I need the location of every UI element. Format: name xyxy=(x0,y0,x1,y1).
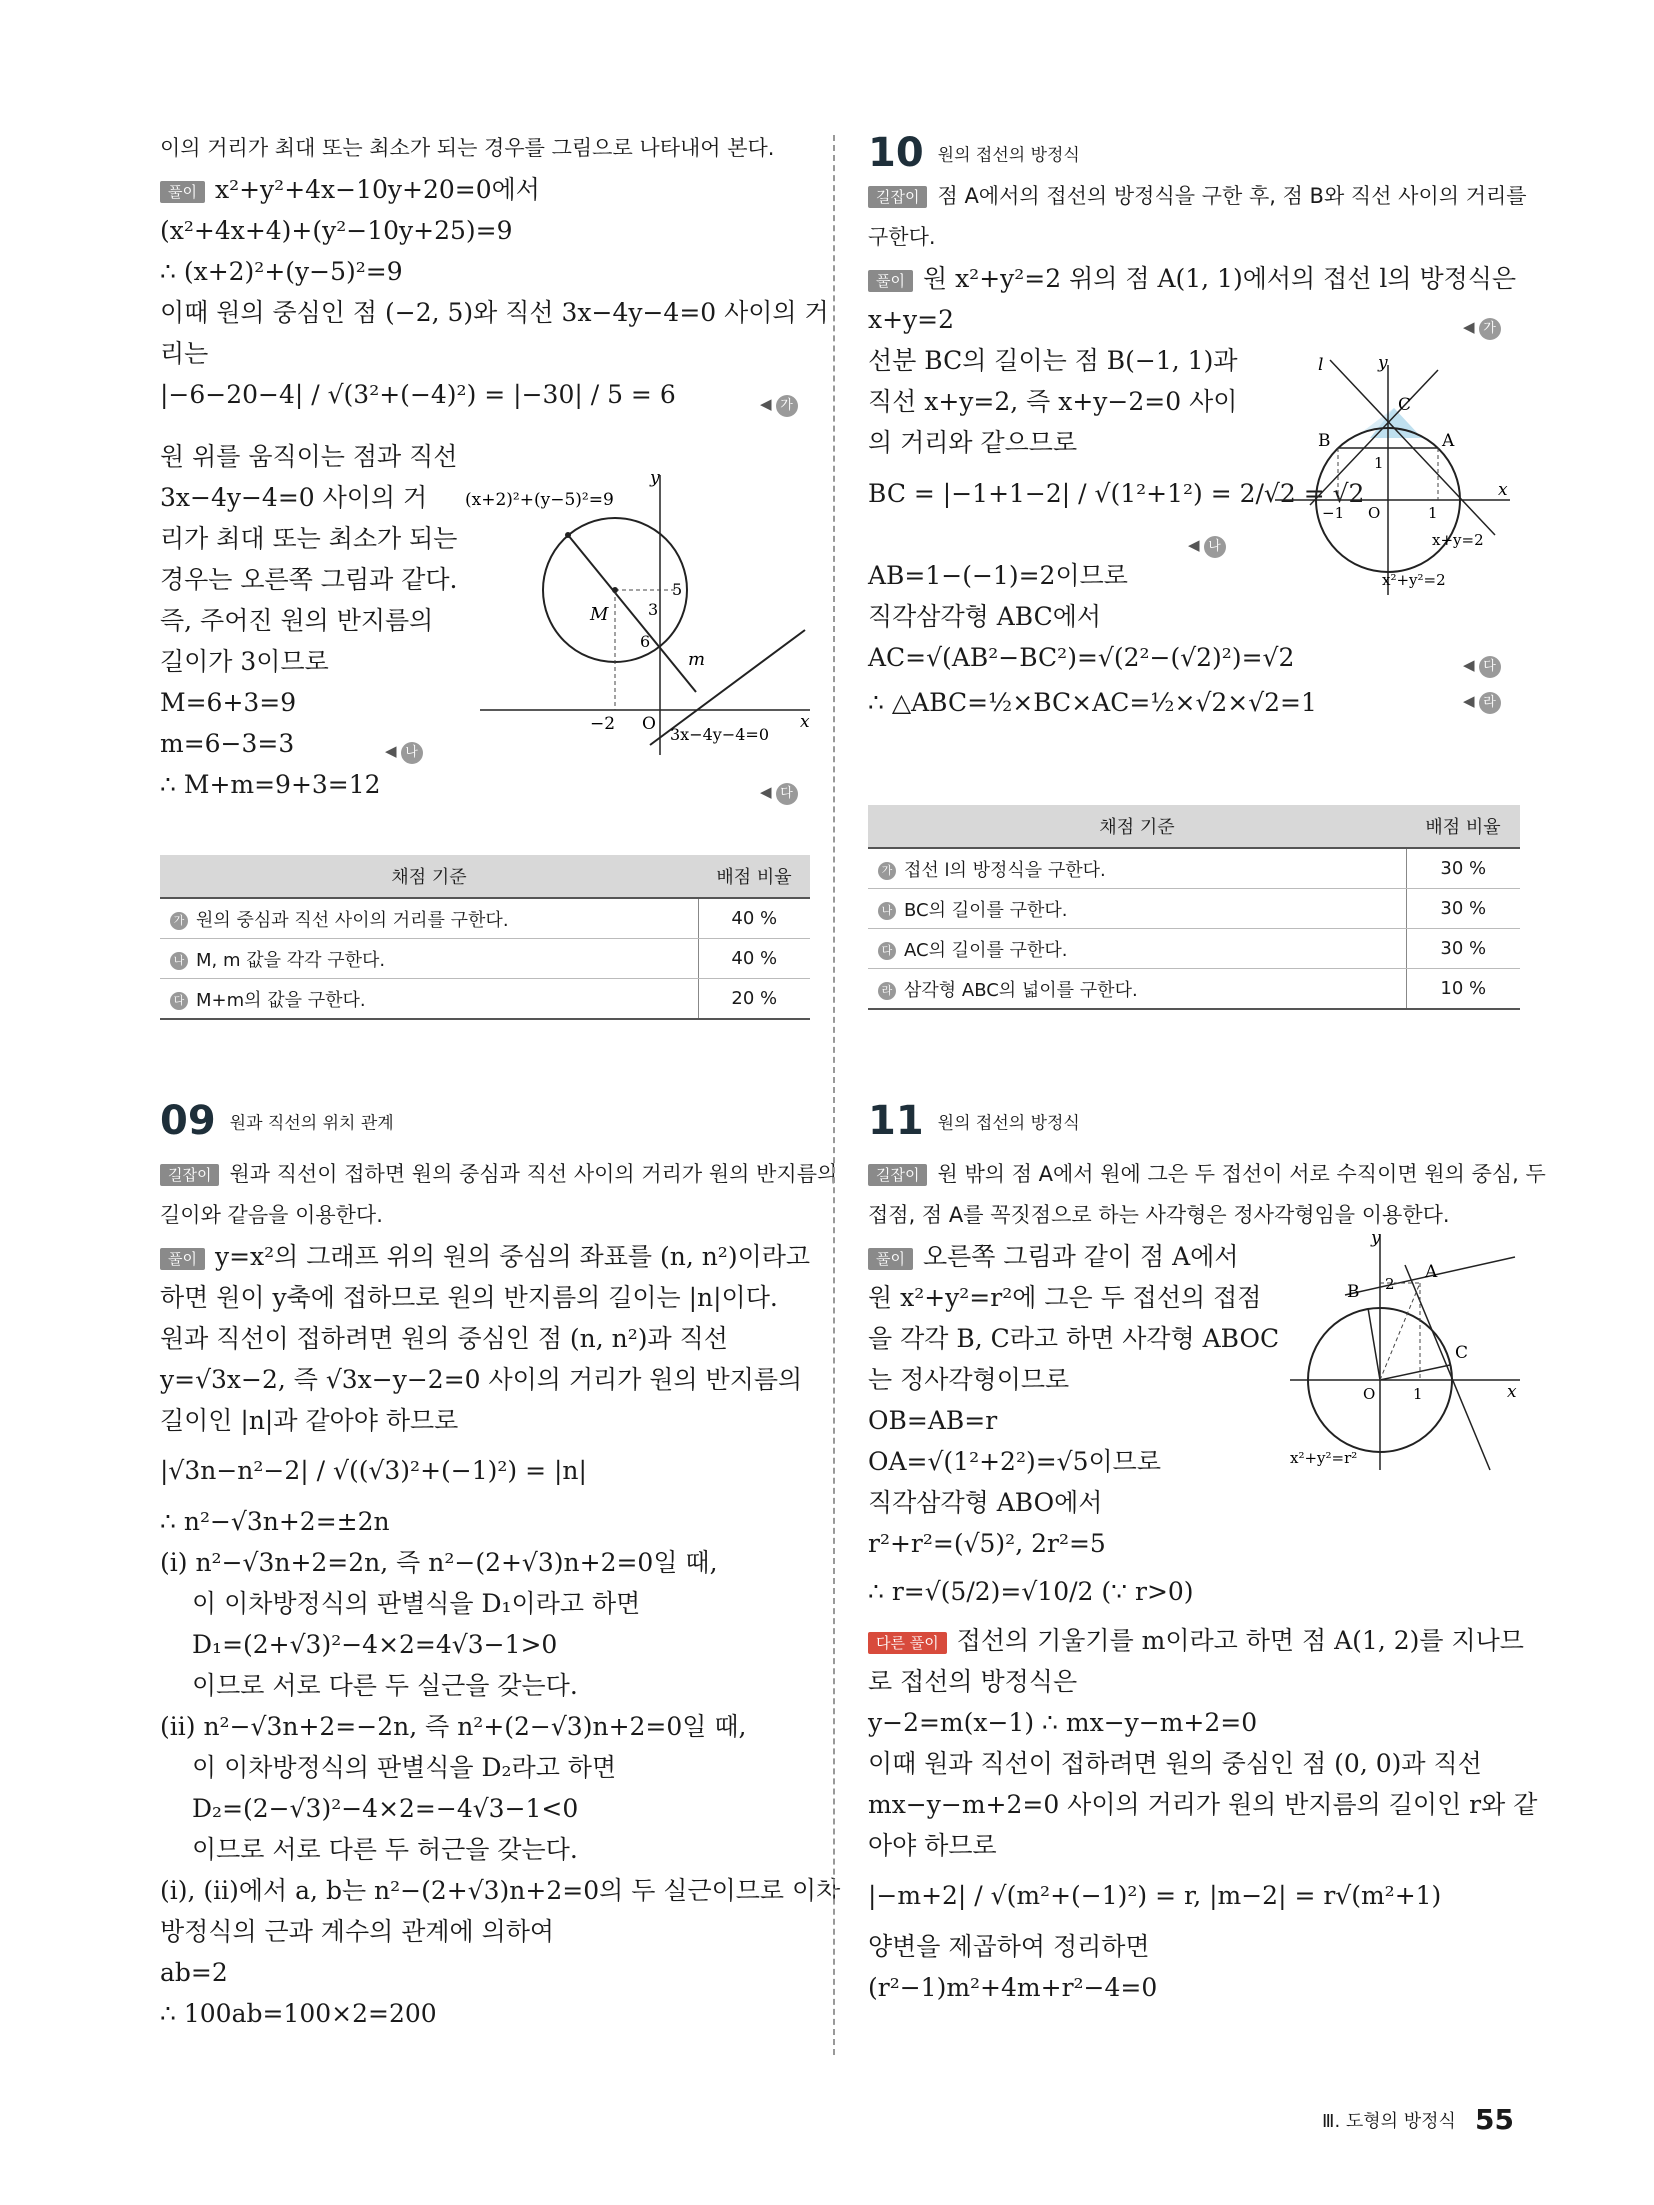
point-b-label: B xyxy=(1347,1282,1360,1302)
mark-da: ◀ 다 xyxy=(760,772,798,813)
text-line: 오른쪽 그림과 같이 점 A에서 xyxy=(922,1242,1239,1271)
text-line: 길이가 3이므로 xyxy=(160,647,329,676)
segment-oa xyxy=(1380,1283,1420,1380)
intro-text: 이의 거리가 최대 또는 최소가 되는 경우를 그림으로 나타내어 본다. xyxy=(160,136,775,160)
tick-label: −2 xyxy=(590,714,616,734)
table-row: 나 BC의 길이를 구한다. 30 % xyxy=(868,889,1520,929)
text-line: 이 이차방정식의 판별식을 D₁이라고 하면 xyxy=(192,1589,641,1618)
x-label: x xyxy=(800,712,810,732)
mark-na: ◀ 나 xyxy=(385,731,423,772)
hint-text: 원과 직선이 접하면 원의 중심과 직선 사이의 거리가 원의 반지름의 xyxy=(229,1162,838,1186)
mark-ga: ◀ 가 xyxy=(1463,307,1501,348)
y-label: y xyxy=(1378,353,1388,373)
radius-result: ∴ r=√(5/2)=√10/2 (∵ r>0) xyxy=(868,1577,1194,1606)
tick-label: −1 xyxy=(1322,504,1345,522)
point-b-label: B xyxy=(1318,431,1331,451)
text-line: 양변을 제곱하여 정리하면 xyxy=(868,1932,1150,1961)
distance-formula: |−6−20−4| / √(3²+(−4)²) = |−30| / 5 = 6 xyxy=(160,380,676,409)
question-number: 10 xyxy=(868,130,924,176)
text-line: 원과 직선이 접하려면 원의 중심인 점 (n, n²)과 직선 xyxy=(160,1324,728,1353)
eq-line: (x²+4x+4)+(y²−10y+25)=9 xyxy=(160,216,513,245)
page-number: 55 xyxy=(1475,2103,1514,2136)
mark-ga: ◀ 가 xyxy=(760,384,798,425)
text-line: 이 이차방정식의 판별식을 D₂라고 하면 xyxy=(192,1753,617,1782)
distance-formula: |√3n−n²−2| / √((√3)²+(−1)²) = |n| xyxy=(160,1456,587,1485)
origin-label: O xyxy=(1368,504,1381,522)
origin-label: O xyxy=(1363,1385,1376,1403)
text-line: 이때 원과 직선이 접하려면 원의 중심인 점 (0, 0)과 직선 xyxy=(868,1749,1482,1778)
question-number: 11 xyxy=(868,1098,924,1144)
eq-line: m=6−3=3 xyxy=(160,729,295,758)
eq-line: y−2=m(x−1) ∴ mx−y−m+2=0 xyxy=(868,1708,1258,1737)
text-line: 이므로 서로 다른 두 허근을 갖는다. xyxy=(192,1835,578,1864)
eq-line: OA=√(1²+2²)=√5이므로 xyxy=(868,1447,1161,1476)
line-l-label: l xyxy=(1318,355,1324,375)
eq-line: AC=√(AB²−BC²)=√(2²−(√2)²)=√2 xyxy=(868,643,1295,672)
text-line: 선분 BC의 길이는 점 B(−1, 1)과 xyxy=(868,346,1238,375)
table-row: 라 삼각형 ABC의 넓이를 구한다. 10 % xyxy=(868,969,1520,1010)
hint-tag: 길잡이 xyxy=(868,1164,927,1186)
circle-line-figure xyxy=(460,465,820,765)
point-c-label: C xyxy=(1398,395,1412,415)
hint-text: 점 A에서의 접선의 방정식을 구한 후, 점 B와 직선 사이의 거리를 xyxy=(937,184,1527,208)
text-line: 는 정사각형이므로 xyxy=(868,1365,1070,1394)
eq-line: AB=1−(−1)=2이므로 xyxy=(868,561,1128,590)
text-line: 리는 xyxy=(160,339,209,368)
hint-text: 구한다. xyxy=(868,225,936,249)
text-line: 직각삼각형 ABO에서 xyxy=(868,1488,1103,1517)
distance-formula: BC = |−1+1−2| / √(1²+1²) = 2/√2 = √2 xyxy=(868,479,1365,508)
solution-tag: 풀이 xyxy=(160,181,205,203)
circle-equation: (x+2)²+(y−5)²=9 xyxy=(465,490,614,510)
text-line: (ⅰ), (ⅱ)에서 a, b는 n²−(2+√3)n+2=0의 두 실근이므로 이차 xyxy=(160,1876,841,1905)
hint-tag: 길잡이 xyxy=(868,186,927,208)
column-divider xyxy=(833,135,835,2055)
text-line: 원 x²+y²=r²에 그은 두 접선의 접점 xyxy=(868,1283,1262,1312)
point-c-label: C xyxy=(1455,1343,1469,1363)
score-table xyxy=(868,805,1520,1010)
eq-line: ∴ M+m=9+3=12 xyxy=(160,770,381,799)
tick-label: 1 xyxy=(1428,504,1438,522)
text-line: 로 접선의 방정식은 xyxy=(868,1667,1078,1696)
radius-ob xyxy=(1368,1308,1380,1380)
text-line: mx−y−m+2=0 사이의 거리가 원의 반지름의 길이인 r와 같 xyxy=(868,1790,1538,1819)
solution-tag: 풀이 xyxy=(160,1248,205,1270)
hint-text: 원 밖의 점 A에서 원에 그은 두 접선이 서로 수직이면 원의 중심, 두 xyxy=(937,1162,1546,1186)
question-title: 원과 직선의 위치 관계 xyxy=(229,1113,394,1134)
min-label: m xyxy=(688,649,706,670)
text-line: 방정식의 근과 계수의 관계에 의하여 xyxy=(160,1917,555,1946)
solution-tag: 풀이 xyxy=(868,270,913,292)
text-line: 이므로 서로 다른 두 실근을 갖는다. xyxy=(192,1671,578,1700)
table-header: 채점 기준 xyxy=(160,855,698,898)
eq-line: (r²−1)m²+4m+r²−4=0 xyxy=(868,1973,1158,2002)
text-line: 의 거리와 같으므로 xyxy=(868,428,1078,457)
text-line: 하면 원이 y축에 접하므로 원의 반지름의 길이는 |n|이다. xyxy=(160,1283,778,1312)
length-label: 3 xyxy=(648,600,659,619)
tick-label: 1 xyxy=(1413,1385,1423,1403)
text-line: 을 각각 B, C라고 하면 사각형 ABOC xyxy=(868,1324,1280,1353)
eq-line: ∴ (x+2)²+(y−5)²=9 xyxy=(160,257,403,286)
eq-line: M=6+3=9 xyxy=(160,688,297,717)
x-label: x xyxy=(1498,480,1508,500)
diameter-segment xyxy=(568,535,696,692)
text-line: 3x−4y−4=0 사이의 거 xyxy=(160,483,428,512)
eq-line: OB=AB=r xyxy=(868,1406,998,1435)
y-label: y xyxy=(1371,1228,1381,1248)
tangent-triangle-figure xyxy=(1270,350,1515,600)
far-point xyxy=(565,532,571,538)
text-line: 이때 원의 중심인 점 (−2, 5)와 직선 3x−4y−4=0 사이의 거 xyxy=(160,298,829,327)
length-label: 6 xyxy=(640,632,651,651)
length-label: 5 xyxy=(672,580,683,599)
table-row: 가 접선 l의 방정식을 구한다. 30 % xyxy=(868,848,1520,889)
origin-label: O xyxy=(642,714,656,734)
question-title: 원의 접선의 방정식 xyxy=(937,145,1080,166)
line-equation: 3x−4y−4=0 xyxy=(670,725,769,744)
distance-formula: |−m+2| / √(m²+(−1)²) = r, |m−2| = r√(m²+1) xyxy=(868,1881,1442,1910)
eq-line: D₂=(2−√3)²−4×2=−4√3−1<0 xyxy=(192,1794,579,1823)
square-tangent-figure xyxy=(1285,1225,1525,1475)
max-label: M xyxy=(590,604,609,625)
point-a-label: A xyxy=(1442,431,1455,451)
table-row: 다 M+m의 값을 구한다. 20 % xyxy=(160,979,810,1020)
point-a-label: A xyxy=(1425,1262,1438,1282)
case-line: (ⅰ) n²−√3n+2=2n, 즉 n²−(2+√3)n+2=0일 때, xyxy=(160,1548,718,1577)
y-label: y xyxy=(650,468,660,488)
line-equation: x+y=2 xyxy=(1432,531,1484,549)
case-line: (ⅱ) n²−√3n+2=−2n, 즉 n²+(2−√3)n+2=0일 때, xyxy=(160,1712,747,1741)
tangent-line xyxy=(1405,1265,1490,1470)
hint-tag: 길잡이 xyxy=(160,1164,219,1186)
eq-line: D₁=(2+√3)²−4×2=4√3−1>0 xyxy=(192,1630,558,1659)
text-line: 경우는 오른쪽 그림과 같다. xyxy=(160,565,458,594)
eq-line: x²+y²+4x−10y+20=0에서 xyxy=(214,175,540,204)
tick-label: 2 xyxy=(1385,1275,1395,1293)
eq-line: ∴ 100ab=100×2=200 xyxy=(160,1999,437,2028)
tick-label: 1 xyxy=(1374,454,1384,472)
text-line: 접선의 기울기를 m이라고 하면 점 A(1, 2)를 지나므 xyxy=(956,1626,1524,1655)
question-number: 09 xyxy=(160,1098,216,1144)
eq-line: r²+r²=(√5)², 2r²=5 xyxy=(868,1529,1106,1558)
solution-tag: 풀이 xyxy=(868,1248,913,1270)
hint-text: 접점, 점 A를 꼭짓점으로 하는 사각형은 정사각형임을 이용한다. xyxy=(868,1203,1450,1227)
text-line: 길이인 |n|과 같아야 하므로 xyxy=(160,1406,459,1435)
text-line: 즉, 주어진 원의 반지름의 xyxy=(160,606,434,635)
text-line: 아야 하므로 xyxy=(868,1831,997,1860)
table-row: 다 AC의 길이를 구한다. 30 % xyxy=(868,929,1520,969)
circle-equation: x²+y²=r² xyxy=(1290,1449,1358,1467)
center-point xyxy=(612,587,618,593)
eq-line: x+y=2 xyxy=(868,305,955,334)
table-row: 가 원의 중심과 직선 사이의 거리를 구한다. 40 % xyxy=(160,898,810,939)
radius-oc xyxy=(1380,1365,1450,1380)
mark-da: ◀ 다 xyxy=(1463,645,1501,686)
mark-ra: ◀ 라 xyxy=(1463,690,1501,714)
table-header: 채점 기준 xyxy=(868,805,1406,848)
table-header: 배점 비율 xyxy=(1406,805,1520,848)
text-line: y=√3x−2, 즉 √3x−y−2=0 사이의 거리가 원의 반지름의 xyxy=(160,1365,803,1394)
area-result: ∴ △ABC=½×BC×AC=½×√2×√2=1 xyxy=(868,688,1317,717)
mark-na: ◀ 나 xyxy=(1188,525,1226,566)
chapter-label: Ⅲ. 도형의 방정식 xyxy=(1322,2110,1456,2132)
text-line: 원 위를 움직이는 점과 직선 xyxy=(160,442,458,471)
score-table xyxy=(160,855,810,1020)
x-label: x xyxy=(1507,1382,1517,1402)
eq-line: ab=2 xyxy=(160,1958,228,1987)
text-line: 원 x²+y²=2 위의 점 A(1, 1)에서의 접선 l의 방정식은 xyxy=(922,264,1517,293)
text-line: 직각삼각형 ABC에서 xyxy=(868,602,1102,631)
table-row: 나 M, m 값을 각각 구한다. 40 % xyxy=(160,939,810,979)
hint-text: 길이와 같음을 이용한다. xyxy=(160,1203,383,1227)
question-title: 원의 접선의 방정식 xyxy=(937,1113,1080,1134)
alt-solution-tag: 다른 풀이 xyxy=(868,1632,947,1654)
text-line: 직선 x+y=2, 즉 x+y−2=0 사이 xyxy=(868,387,1238,416)
page-footer xyxy=(1322,2103,1514,2136)
table-header: 배점 비율 xyxy=(698,855,810,898)
text-line: 리가 최대 또는 최소가 되는 xyxy=(160,524,458,553)
eq-line: ∴ n²−√3n+2=±2n xyxy=(160,1507,390,1536)
text-line: y=x²의 그래프 위의 원의 중심의 좌표를 (n, n²)이라고 xyxy=(214,1242,811,1271)
circle-equation: x²+y²=2 xyxy=(1382,571,1446,589)
